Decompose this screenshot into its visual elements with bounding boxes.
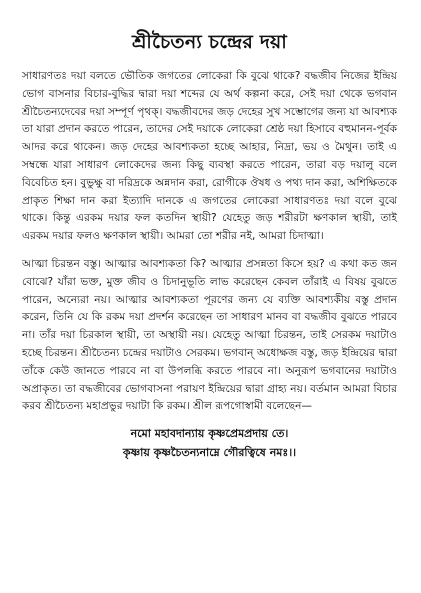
page-title: শ্রীচৈতন্য চন্দ্রের দয়া (132, 31, 287, 53)
verse-line: কৃষ্ণায় কৃষ্ণচৈতন্যনাম্নে গৌরত্বিষে নমঃ।। (122, 446, 297, 460)
verse-line: নমো মহাবদান্যায় কৃষ্ণপ্রেমপ্রদায় তে। (130, 427, 289, 441)
verse-block (22, 424, 397, 462)
body-paragraph: আত্মা চিরন্তন বস্তু। আত্মার আবশ্যকতা কি? আত্মার প্রসন্নতা কিসে হয়? এ কথা কত জন বোঝে? যাঁরা ভক্ত, মুক্ত জীব ও চিদানুভূতি লাভ করেছেন কেবল তাঁরাই এ বিষয় বুঝতে পারেন, অন্যেরা নয়। আত্মার আবশ্যকতা পূরণের জন্য যে ব্যক্তি আবশ্যকীয় বস্তু প্রদান করেন, তিনি যে কি রকম দয়া প্রদর্শন করেছেন তা সাধারণ মানব বা বদ্ধজীব বুঝতে পারবে না। তাঁর দয়া চিরকাল স্থায়ী, তা অস্থায়ী নয়। যেহেতু আত্মা চিরন্তন, তাই সেরকম দয়াটাও হচ্ছে চিরন্তন। শ্রীচৈতন্য চন্দ্রের দয়াটাও সেরকম। ভগবান্ অধোক্ষজ বস্তু, জড় ইন্দ্রিয়ের দ্বারা তাঁকে কেউ জানতে পারবে না বা উপলব্ধি করতে পারবে না। অনুরূপ ভগবানের দয়াটাও অপ্রাকৃত। তা বদ্ধজীবের ভোগবাসনা পরায়ণ ইন্দ্রিয়ের দ্বারা গ্রাহ্য নয়। বর্তমান আমরা বিচার করব শ্রীচৈতন্য মহাপ্রভুর দয়াটা কি রকম। শ্রীল রূপগোস্বামী বলেছেন— (22, 257, 397, 413)
body-paragraph: সাধারণতঃ দয়া বলতে ভৌতিক জগতের লোকেরা কি বুঝে থাকে? বদ্ধজীব নিজের ইন্দ্রিয় ভোগ বাসনার বিচার-বুদ্ধির দ্বারা দয়া শব্দের যে অর্থ কল্পনা করে, সেই দয়া থেকে ভগবান শ্রীচৈতন্যদেবের দয়া সম্পূর্ণ পৃথক্। বদ্ধজীবদের জড় দেহের সুখ সম্ভোগের জন্য যা আবশ্যক তা যারা প্রদান করতে পারেন, তাদের সেই দয়াকে লোকেরা শ্রেষ্ঠ দয়া হিসাবে বহুমানন-পূর্বক আদর করে থাকেন। জড় দেহের আবশ্যকতা হচ্ছে আহার, নিদ্রা, ভয় ও মৈথুন। তাই এ সম্বন্ধে যারা সাধারণ লোকেদের জন্য কিছু ব্যবস্থা করতে পারেন, তারা বড় দয়ালু বলে বিবেচিত হন। বুভুক্ষু বা দরিদ্রকে অন্নদান করা, রোগীকে ঔষধ ও পথ্য দান করা, অশিক্ষিতকে প্রাকৃত শিক্ষা দান করা ইত্যাদি দানকে এ জগতের লোকেরা সাধারণতঃ দয়া বলে বুঝে থাকে। কিন্তু এরকম দয়ার ফল কতদিন স্থায়ী? যেহেতু জড় শরীরটা ক্ষণকাল স্থায়ী, তাই এরকম দয়ার ফলও ক্ষণকাল স্থায়ী। আমরা তো শরীর নই, আমরা চিদাত্মা। (22, 70, 397, 243)
